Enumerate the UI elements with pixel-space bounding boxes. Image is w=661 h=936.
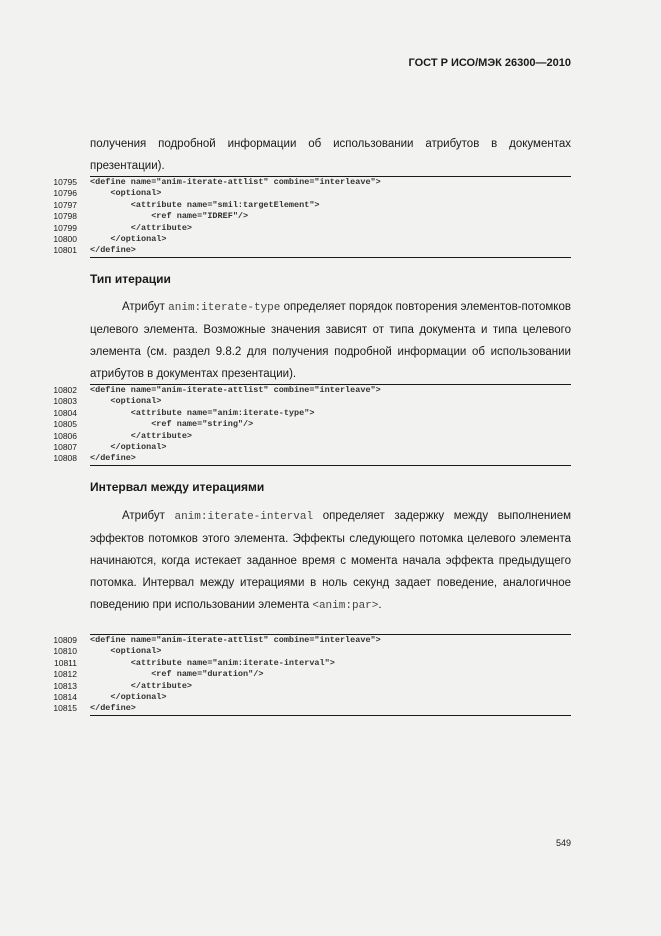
code-text: <ref name="duration"/> [90,669,264,680]
line-number: 10806 [53,430,77,441]
code-line [40,692,571,703]
code-text: <optional> [90,188,162,199]
line-number: 10796 [53,188,77,199]
code-line [40,385,571,396]
code-text: <attribute name="smil:targetElement"> [90,199,320,210]
line-number: 10797 [53,199,77,210]
code-line [40,646,571,657]
code-line [40,188,571,199]
line-number: 10813 [53,680,77,691]
code-text: <define name="anim-iterate-attlist" combine="interleave"> [90,385,381,395]
code-line [40,453,571,464]
code-text: <attribute name="anim:iterate-interval"> [90,657,335,668]
code-text: </optional> [90,691,167,702]
line-number: 10812 [53,669,77,680]
code-line [40,177,571,188]
code-line [40,211,571,222]
line-number: 10800 [53,233,77,244]
line-number: 10815 [53,703,77,714]
code-text: </optional> [90,233,167,244]
code-line [40,431,571,442]
element-ref-anim-par: <anim:par> [312,600,379,612]
code-text: </optional> [90,441,167,452]
code-line [40,408,571,419]
code-text: <optional> [90,646,162,657]
iteration-interval-text-before: Атрибут [122,510,175,522]
code-line [40,396,571,407]
code-text: <optional> [90,396,162,407]
iteration-interval-paragraph [90,505,571,617]
code-line [40,658,571,669]
code-text: <define name="anim-iterate-attlist" combine="interleave"> [90,177,381,187]
page-header: ГОСТ Р ИСО/МЭК 26300—2010 [408,57,571,69]
line-number: 10807 [53,441,77,452]
line-number: 10798 [53,211,77,222]
code-text: </define> [90,245,136,256]
iteration-type-attr: anim:iterate-type [168,302,281,314]
line-number: 10804 [53,407,77,418]
iteration-interval-attr: anim:iterate-interval [174,511,314,523]
code-line [40,223,571,234]
iteration-type-paragraph [90,296,571,385]
code-block-1 [40,176,571,258]
code-block-2 [40,384,571,466]
line-number: 10805 [53,419,77,430]
code-rule-bottom [90,257,571,258]
code-text: <attribute name="anim:iterate-type"> [90,407,315,418]
iteration-interval-text-after: определяет задержку между выполнением эффектов потомков этого элемента. Эффекты следующего потомка целевого элемента начинаются, когда истекает заданное время с момента начала эффекта предыдущего потомка. Интервал между итерациями в ноль секунд задает поведение, аналогичное поведению при использовании элемента [90,510,571,611]
line-number: 10795 [53,177,77,187]
code-line [40,245,571,256]
code-line [40,419,571,430]
code-rule-bottom [90,465,571,466]
code-text: </attribute> [90,680,193,691]
code-line [40,669,571,680]
code-block-3 [40,634,571,716]
intro-paragraph: получения подробной информации об использовании атрибутов в документах презентации). [90,138,571,172]
line-number: 10811 [53,657,77,668]
iteration-interval-text-end: . [378,599,382,611]
line-number: 10801 [53,245,77,256]
code-text: <ref name="IDREF"/> [90,211,249,222]
code-text: </attribute> [90,222,193,233]
page-number: 549 [555,838,571,848]
line-number: 10809 [53,635,77,645]
line-number: 10803 [53,396,77,407]
line-number: 10808 [53,453,77,464]
code-text: <define name="anim-iterate-attlist" combine="interleave"> [90,635,381,645]
section-heading-iteration-interval: Интервал между итерациями [90,480,265,494]
code-rule-bottom [90,715,571,716]
code-line [40,703,571,714]
code-text: </define> [90,703,136,714]
code-text: </attribute> [90,430,193,441]
code-line [40,635,571,646]
code-line [40,234,571,245]
line-number: 10814 [53,691,77,702]
code-line [40,200,571,211]
code-text: </define> [90,453,136,464]
iteration-type-text-before: Атрибут [122,301,169,313]
line-number: 10810 [53,646,77,657]
line-number: 10802 [53,385,77,395]
section-heading-iteration-type: Тип итерации [90,272,171,286]
iteration-type-text-after: определяет порядок повторения элементов-потомков целевого элемента. Возможные значения зависят от типа документа и типа целевого элемента (см. раздел 9.8.2 для получения подробной информации об использовании атрибутов в документах презентации). [90,301,571,380]
code-line [40,681,571,692]
code-text: <ref name="string"/> [90,419,254,430]
line-number: 10799 [53,222,77,233]
code-line [40,442,571,453]
